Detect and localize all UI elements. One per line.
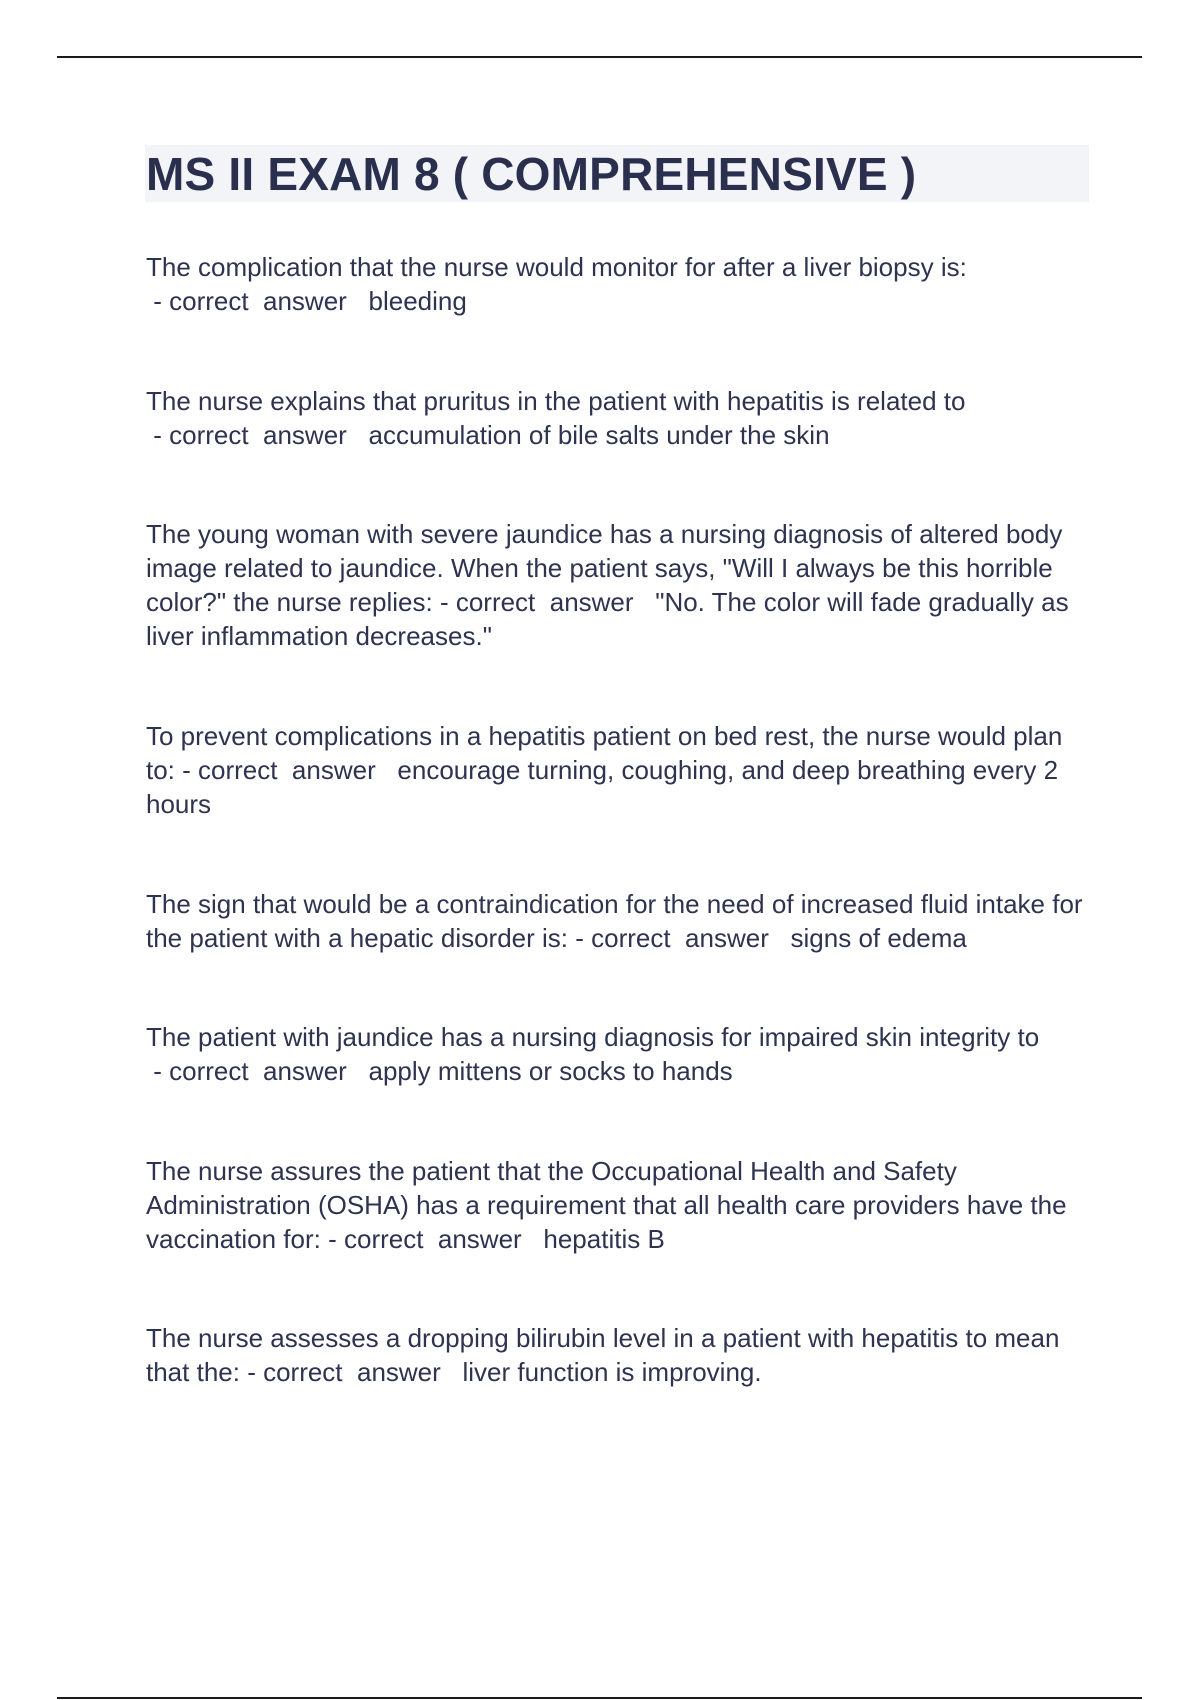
answer-text: "No. The color will fade gradually as liver inflammation decreases." xyxy=(146,587,1069,651)
answer-text: accumulation of bile salts under the skin xyxy=(368,420,830,450)
top-rule xyxy=(57,56,1142,58)
question-text: To prevent complications in a hepatitis patient on bed rest, the nurse would plan to: xyxy=(146,721,1063,785)
document-title: MS II EXAM 8 ( COMPREHENSIVE ) xyxy=(146,148,917,200)
answer-text: liver function is improving. xyxy=(462,1357,762,1387)
bottom-rule xyxy=(57,1697,1142,1699)
qa-item xyxy=(146,1020,1096,1088)
answer-separator: - correct answer xyxy=(568,923,791,953)
answer-separator: - correct answer xyxy=(239,1357,463,1387)
answer-text: hepatitis B xyxy=(543,1224,665,1254)
qa-item xyxy=(146,719,1096,821)
question-text: The nurse explains that pruritus in the patient with hepatitis is related to xyxy=(146,386,966,416)
question-text: The complication that the nurse would monitor for after a liver biopsy is: xyxy=(146,252,967,282)
question-text: The young woman with severe jaundice has a nursing diagnosis of altered body image related to jaundice. When the patient says, "Will I always be this horrible color?" the nurse replies: xyxy=(146,519,1063,617)
answer-separator: - correct answer xyxy=(174,755,398,785)
answer-text: apply mittens or socks to hands xyxy=(368,1056,733,1086)
answer-text: encourage turning, coughing, and deep breathing every 2 hours xyxy=(146,755,1059,819)
answer-separator: - correct answer xyxy=(146,1056,369,1086)
question-text: The nurse assesses a dropping bilirubin level in a patient with hepatitis to mean that the: xyxy=(146,1323,1060,1387)
answer-separator: - correct answer xyxy=(146,420,369,450)
answer-text: bleeding xyxy=(368,286,467,316)
qa-item xyxy=(146,1321,1096,1389)
answer-separator: - correct answer xyxy=(432,587,656,617)
answer-text: signs of edema xyxy=(790,923,967,953)
answer-separator: - correct answer xyxy=(320,1224,544,1254)
qa-item xyxy=(146,1154,1096,1256)
answer-separator: - correct answer xyxy=(146,286,369,316)
question-text: The nurse assures the patient that the Occupational Health and Safety Administration (OSHA) has a requirement that all health care providers have the vaccination for: xyxy=(146,1156,1067,1254)
question-text: The patient with jaundice has a nursing diagnosis for impaired skin integrity to xyxy=(146,1022,1040,1052)
qa-item xyxy=(146,250,1096,318)
qa-item xyxy=(146,517,1096,653)
qa-item xyxy=(146,384,1096,452)
qa-item xyxy=(146,887,1096,955)
question-text: The sign that would be a contraindication for the need of increased fluid intake for the patient with a hepatic disorder is: xyxy=(146,889,1083,953)
